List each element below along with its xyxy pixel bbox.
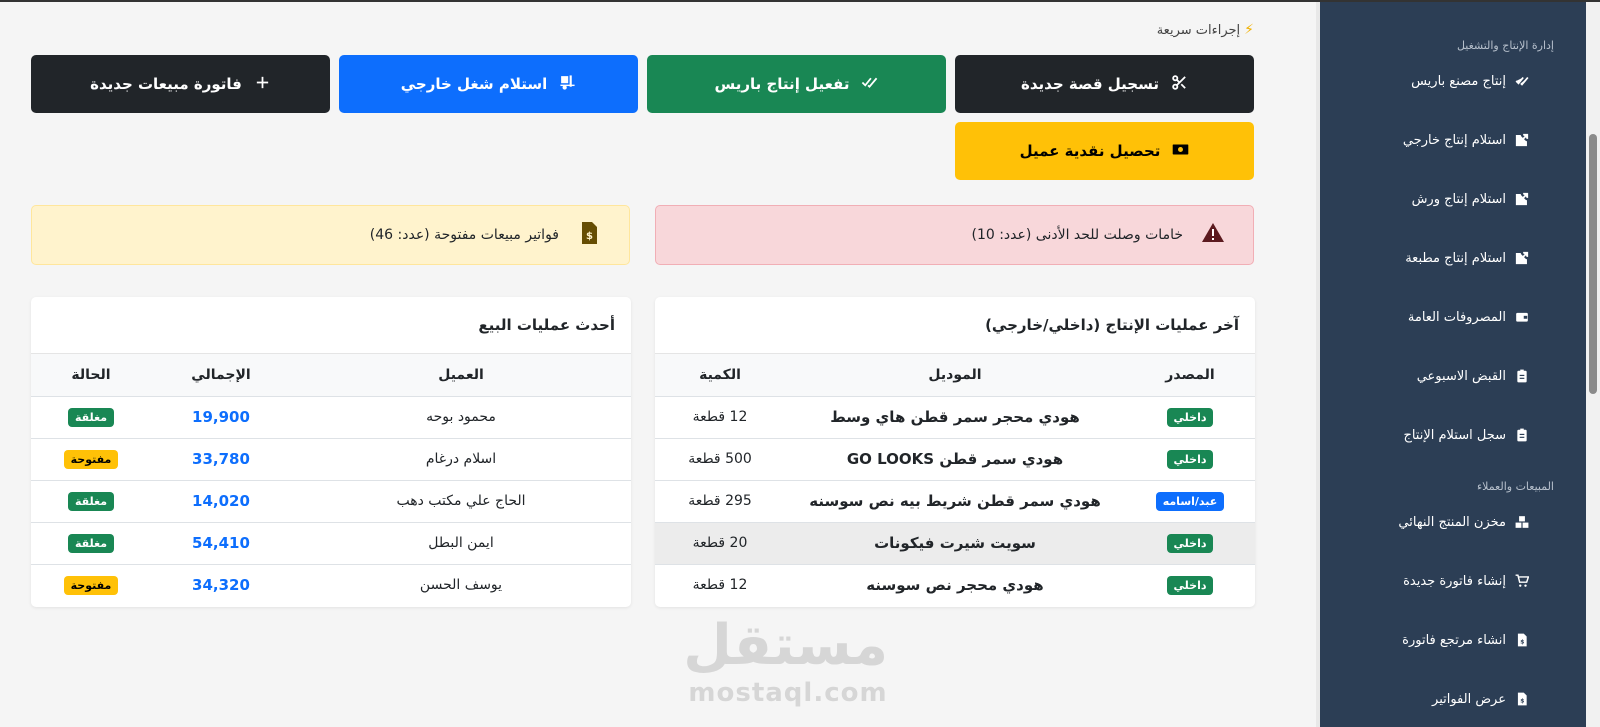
total-cell: 54,410 xyxy=(151,522,291,564)
sidebar-item-label: سجل استلام الإنتاج xyxy=(1403,427,1506,443)
external-link-icon xyxy=(1514,191,1530,207)
table-row[interactable] xyxy=(655,480,1255,522)
source-badge: عبد/اسامه xyxy=(1156,492,1225,511)
status-badge: مفتوحة xyxy=(64,576,119,595)
collect-customer-cash-button[interactable] xyxy=(955,122,1254,180)
sidebar-item-label: استلام إنتاج مطبعة xyxy=(1405,250,1506,266)
sidebar-item-expenses[interactable] xyxy=(1408,309,1530,325)
col-qty: الكمية xyxy=(655,354,785,396)
svg-text:$: $ xyxy=(586,231,593,242)
sidebar-item-label: القبض الاسبوعي xyxy=(1416,368,1506,384)
watermark-logo xyxy=(683,613,888,708)
source-badge: داخلي xyxy=(1167,534,1214,553)
sales-header-row xyxy=(31,354,631,396)
model-cell: هودي محجر سمر قطن هاي وسط xyxy=(785,396,1125,438)
production-card-title: آخر عمليات الإنتاج (داخلي/خارجي) xyxy=(655,297,1255,354)
new-cut-button-label: تسجيل قصة جديدة xyxy=(1021,75,1159,93)
model-cell: سويت شيرت فيكونات xyxy=(785,522,1125,564)
sidebar-item-weekly-collection[interactable] xyxy=(1417,368,1530,384)
sales-table xyxy=(31,354,631,606)
sidebar-item-label: إنشاء فاتورة جديدة xyxy=(1403,573,1506,589)
sidebar-item-label: استلام إنتاج ورش xyxy=(1411,191,1506,207)
table-row[interactable] xyxy=(31,438,631,480)
sidebar-item-print-receipt[interactable] xyxy=(1405,250,1530,266)
clipboard-icon xyxy=(1514,427,1530,443)
sidebar-item-label: مخزن المنتج النهائي xyxy=(1398,514,1506,530)
sidebar-item-label: انشاء مرتجع فاتورة xyxy=(1402,632,1506,648)
customer-cell: اسلام درغام xyxy=(291,438,631,480)
new-sales-invoice-button[interactable] xyxy=(31,55,330,113)
model-cell: هودي سمر قطن شريط بيه نص سوسنه xyxy=(785,480,1125,522)
qty-cell: 295 قطعة xyxy=(655,480,785,522)
sidebar-item-new-invoice[interactable] xyxy=(1403,573,1530,589)
sidebar-item-production-log[interactable] xyxy=(1403,427,1530,443)
customer-cell: الحاج علي مكتب دهب xyxy=(291,480,631,522)
total-cell: 14,020 xyxy=(151,480,291,522)
customer-cell: يوسف الحسن xyxy=(419,577,503,594)
status-badge: مفتوحة xyxy=(64,450,119,469)
col-status: الحالة xyxy=(31,354,151,396)
sidebar-scroll-thumb[interactable] xyxy=(1589,134,1597,394)
table-row[interactable] xyxy=(655,522,1255,564)
total-cell: 19,900 xyxy=(151,396,291,438)
production-table xyxy=(655,354,1255,606)
table-row[interactable] xyxy=(31,396,631,438)
production-card xyxy=(655,297,1255,607)
table-row[interactable] xyxy=(655,438,1255,480)
sidebar-section-sales: المبيعات والعملاء xyxy=(1476,480,1554,493)
money-bill-icon xyxy=(1172,141,1189,162)
sidebar-item-label: إنتاج مصنع باريس xyxy=(1411,73,1506,89)
main-content xyxy=(0,2,1316,727)
open-invoices-alert-text: فواتير مبيعات مفتوحة (عدد: 46) xyxy=(369,227,559,243)
scissors-icon xyxy=(1171,74,1188,95)
watermark-arabic: مستقل xyxy=(683,613,888,678)
qty-cell: 20 قطعة xyxy=(655,522,785,564)
sidebar-item-invoice-return[interactable] xyxy=(1402,632,1530,648)
sidebar-item-paris-production[interactable] xyxy=(1411,73,1530,89)
sidebar-item-external-receipt[interactable] xyxy=(1403,132,1530,148)
activate-paris-production-label: تفعيل إنتاج باريس xyxy=(714,75,850,93)
double-check-icon xyxy=(861,74,878,95)
model-cell: هودي محجر نص سوسنه xyxy=(866,576,1044,595)
svg-text:$: $ xyxy=(1520,698,1525,705)
sidebar-item-label: عرض الفواتير xyxy=(1432,691,1506,707)
status-badge: مغلقة xyxy=(68,492,114,511)
col-source: المصدر xyxy=(1125,354,1255,396)
receive-external-work-button[interactable] xyxy=(339,55,638,113)
sidebar-item-label: المصروفات العامة xyxy=(1407,309,1506,325)
warning-triangle-icon xyxy=(1201,221,1225,249)
wallet-icon xyxy=(1514,309,1530,325)
sidebar-item-view-invoices[interactable] xyxy=(1432,691,1530,707)
sidebar xyxy=(1316,2,1600,727)
sidebar-section-production: إدارة الإنتاج والتشغيل xyxy=(1456,39,1554,52)
col-model: الموديل xyxy=(785,354,1125,396)
truck-loading-icon xyxy=(559,74,576,95)
sales-card-title: أحدث عمليات البيع xyxy=(31,297,631,354)
table-row[interactable] xyxy=(31,522,631,564)
external-link-icon xyxy=(1514,132,1530,148)
double-check-icon xyxy=(1514,73,1530,89)
model-cell: هودي سمر قطن GO LOOKS xyxy=(785,438,1125,480)
sales-card xyxy=(31,297,631,607)
total-cell: 34,320 xyxy=(192,576,250,595)
customer-cell: ايمن البطل xyxy=(291,522,631,564)
clipboard-icon xyxy=(1514,368,1530,384)
col-total: الإجمالي xyxy=(151,354,291,396)
table-row[interactable] xyxy=(31,480,631,522)
source-badge: داخلي xyxy=(1167,450,1214,469)
source-badge: داخلي xyxy=(1167,408,1214,427)
table-row[interactable] xyxy=(655,396,1255,438)
qty-cell: 500 قطعة xyxy=(655,438,785,480)
external-link-icon xyxy=(1514,250,1530,266)
plus-icon xyxy=(254,74,271,95)
table-row[interactable] xyxy=(655,564,1255,606)
source-badge: داخلي xyxy=(1167,576,1214,595)
quick-actions-title xyxy=(1157,22,1254,38)
cart-plus-icon xyxy=(1514,573,1530,589)
invoice-icon xyxy=(1514,691,1530,707)
status-badge: مغلقة xyxy=(68,408,114,427)
col-customer: العميل xyxy=(291,354,631,396)
watermark-english: mostaql.com xyxy=(688,678,888,708)
open-invoices-alert[interactable] xyxy=(31,205,630,265)
sidebar-item-workshop-receipt[interactable] xyxy=(1412,191,1530,207)
production-header-row xyxy=(655,354,1255,396)
collect-customer-cash-label: تحصيل نقدية عميل xyxy=(1019,142,1161,160)
sidebar-edge xyxy=(1316,2,1320,727)
sidebar-item-finished-stock[interactable] xyxy=(1398,514,1530,530)
low-stock-alert[interactable] xyxy=(655,205,1254,265)
sidebar-scrollbar[interactable] xyxy=(1586,2,1600,727)
customer-cell: محمود بوحه xyxy=(291,396,631,438)
receive-external-work-label: استلام شغل خارجي xyxy=(400,75,548,93)
qty-cell: 12 قطعة xyxy=(655,396,785,438)
quick-actions-title-text: إجراءات سريعة xyxy=(1156,22,1241,38)
boxes-icon xyxy=(1514,514,1530,530)
invoice-dollar-icon xyxy=(577,221,601,249)
sidebar-item-label: استلام إنتاج خارجي xyxy=(1402,132,1506,148)
new-cut-button[interactable] xyxy=(955,55,1254,113)
table-row[interactable] xyxy=(31,564,631,606)
status-badge: مغلقة xyxy=(68,534,114,553)
low-stock-alert-text: خامات وصلت للحد الأدنى (عدد: 10) xyxy=(971,227,1183,243)
invoice-icon xyxy=(1514,632,1530,648)
total-cell: 33,780 xyxy=(151,438,291,480)
svg-text:$: $ xyxy=(1520,639,1525,646)
qty-cell: 12 قطعة xyxy=(692,577,748,594)
bolt-icon: ⚡ xyxy=(1244,22,1254,38)
activate-paris-production-button[interactable] xyxy=(647,55,946,113)
new-sales-invoice-label: فاتورة مبيعات جديدة xyxy=(90,75,242,93)
